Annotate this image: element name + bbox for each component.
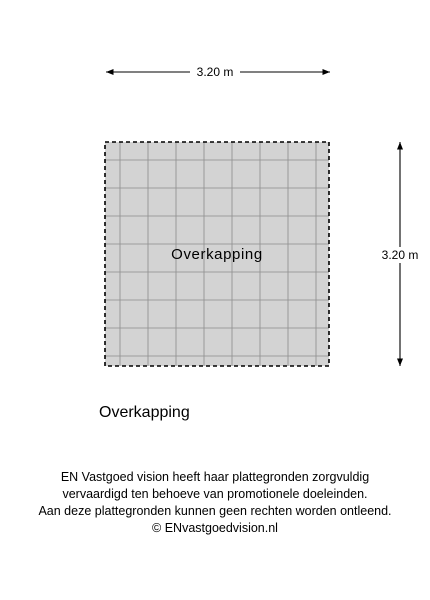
disclaimer-line-2: vervaardigd ten behoeve van promotionele doeleinden. bbox=[62, 487, 368, 501]
disclaimer-line-3: Aan deze plattegronden kunnen geen rechten worden ontleend. bbox=[38, 504, 392, 518]
room-label: Overkapping bbox=[171, 246, 263, 263]
depth-dimension-label: 3.20 m bbox=[374, 247, 426, 263]
floor-title: Overkapping bbox=[99, 404, 190, 421]
disclaimer-line-4: © ENvastgoedvision.nl bbox=[152, 521, 278, 535]
width-dimension-label: 3.20 m bbox=[190, 64, 240, 80]
disclaimer-text bbox=[0, 469, 430, 537]
disclaimer-line-1: EN Vastgoed vision heeft haar plattegronden zorgvuldig bbox=[60, 470, 370, 484]
